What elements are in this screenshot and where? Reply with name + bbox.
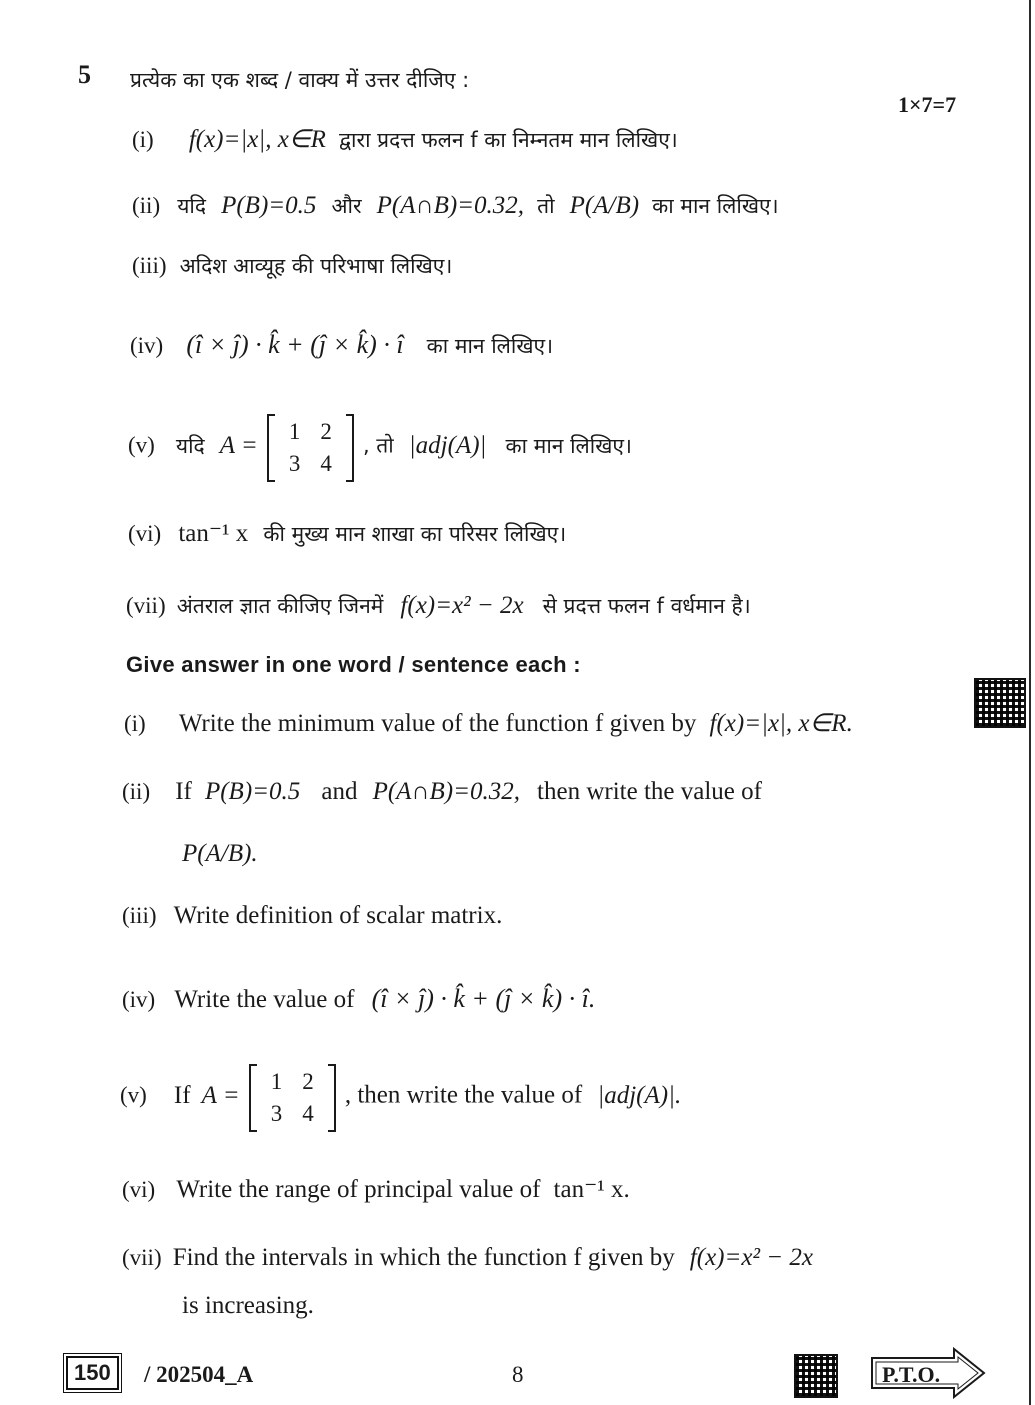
code-box: 150 bbox=[66, 1356, 119, 1390]
item-text: Write the value of bbox=[174, 986, 355, 1013]
english-item-2-continuation: P(A/B). bbox=[182, 840, 258, 867]
page-edge bbox=[1029, 0, 1031, 1405]
item-math: f(x)=x² − 2x bbox=[400, 592, 524, 619]
item-mid-2: तो bbox=[537, 194, 555, 218]
item-label: (vii) bbox=[126, 593, 166, 618]
item-math-2: |adj(A)| bbox=[408, 431, 487, 459]
item-pre: यदि bbox=[177, 194, 206, 218]
hindi-item-4 bbox=[130, 330, 553, 360]
hindi-item-5 bbox=[128, 414, 632, 482]
item-math: f(x)=x² − 2x bbox=[689, 1244, 813, 1271]
item-text: Find the intervals in which the function f given by bbox=[172, 1244, 675, 1271]
matrix-a bbox=[249, 1064, 336, 1132]
item-label: (iii) bbox=[122, 903, 157, 928]
english-item-3 bbox=[122, 902, 502, 930]
item-math-2: P(A∩B)=0.32, bbox=[376, 192, 525, 219]
item-math: A = bbox=[219, 431, 258, 459]
matrix-cell: 4 bbox=[320, 451, 332, 476]
english-item-5 bbox=[120, 1064, 681, 1132]
item-label: (vii) bbox=[122, 1245, 162, 1270]
item-text: की मुख्य मान शाखा का परिसर लिखिए। bbox=[263, 522, 567, 546]
item-math-1: P(B)=0.5 bbox=[204, 778, 301, 805]
hindi-heading: प्रत्येक का एक शब्द / वाक्य में उत्तर दीजिए : bbox=[130, 68, 470, 92]
item-label: (i) bbox=[124, 711, 146, 736]
qr-code-icon bbox=[974, 678, 1026, 728]
matrix-cell: 1 bbox=[270, 1069, 283, 1094]
item-math: f(x)=|x|, x∈R bbox=[188, 126, 326, 153]
item-label: (ii) bbox=[122, 779, 151, 804]
page-number: 8 bbox=[512, 1362, 524, 1387]
item-label: (iv) bbox=[122, 987, 156, 1012]
hindi-item-2 bbox=[132, 192, 779, 220]
pto-label: P.T.O. bbox=[882, 1362, 941, 1387]
english-item-4 bbox=[122, 984, 595, 1014]
item-text: , then write the value of bbox=[344, 1081, 583, 1109]
item-mid: और bbox=[331, 194, 362, 218]
item-mid: , तो bbox=[362, 433, 394, 458]
matrix-cell: 1 bbox=[288, 419, 301, 444]
item-math: A = bbox=[201, 1081, 240, 1109]
item-label: (ii) bbox=[132, 193, 161, 218]
item-math-3: P(A/B) bbox=[569, 192, 640, 219]
item-label: (iii) bbox=[132, 253, 167, 278]
item-math-2: P(A∩B)=0.32, bbox=[372, 778, 520, 805]
item-math: (î × ĵ) · k̂ + (ĵ × k̂) · î bbox=[186, 330, 404, 359]
matrix-cell: 3 bbox=[288, 451, 301, 476]
item-label: (vi) bbox=[122, 1177, 156, 1202]
item-label: (i) bbox=[132, 127, 154, 152]
question-number: 5 bbox=[78, 60, 91, 89]
item-text: Write the range of principal value of bbox=[176, 1176, 541, 1203]
item-math: f(x)=|x|, x∈R. bbox=[709, 710, 853, 737]
item-text: का मान लिखिए। bbox=[426, 334, 554, 358]
hindi-item-1 bbox=[132, 124, 678, 154]
item-math-2: |adj(A)|. bbox=[597, 1081, 682, 1109]
english-item-7 bbox=[122, 1244, 813, 1272]
matrix-cell: 2 bbox=[302, 1069, 314, 1094]
item-math-1: P(B)=0.5 bbox=[221, 192, 317, 219]
item-text: Write the minimum value of the function f given by bbox=[178, 710, 697, 737]
item-pre: अंतराल ज्ञात कीजिए जिनमें bbox=[176, 594, 384, 618]
item-text: द्वारा प्रदत्त फलन f का निम्नतम मान लिखिए। bbox=[338, 128, 678, 152]
item-pre: यदि bbox=[175, 433, 205, 458]
marks-allocation: 1×7=7 bbox=[898, 92, 957, 117]
hindi-item-3 bbox=[132, 252, 452, 280]
item-text: Write definition of scalar matrix. bbox=[173, 902, 503, 929]
item-label: (vi) bbox=[128, 521, 162, 546]
matrix-cell: 4 bbox=[302, 1101, 314, 1126]
item-math: tan⁻¹ x bbox=[178, 520, 249, 547]
matrix-a bbox=[267, 414, 354, 482]
hindi-item-7 bbox=[126, 592, 751, 620]
matrix-cell: 3 bbox=[270, 1101, 283, 1126]
item-math: (î × ĵ) · k̂ + (ĵ × k̂) · î. bbox=[371, 984, 596, 1013]
hindi-item-6 bbox=[128, 518, 566, 548]
english-item-2 bbox=[122, 778, 762, 806]
item-mid: and bbox=[321, 778, 358, 805]
english-item-1 bbox=[124, 708, 853, 738]
item-math: tan⁻¹ x. bbox=[553, 1176, 630, 1203]
item-text: का मान लिखिए। bbox=[505, 433, 632, 458]
item-pre: If bbox=[175, 778, 192, 805]
english-item-6 bbox=[122, 1174, 630, 1204]
item-text: अदिश आव्यूह की परिभाषा लिखिए। bbox=[179, 254, 453, 278]
item-label: (v) bbox=[128, 432, 155, 458]
item-pre: If bbox=[173, 1081, 191, 1109]
paper-code: / 202504_A bbox=[144, 1362, 254, 1387]
item-text: का मान लिखिए। bbox=[652, 194, 779, 218]
item-label: (v) bbox=[120, 1082, 147, 1108]
matrix-cell: 2 bbox=[320, 419, 332, 444]
item-label: (iv) bbox=[130, 333, 164, 358]
item-text: then write the value of bbox=[537, 778, 762, 805]
english-item-7-continuation: is increasing. bbox=[182, 1292, 314, 1319]
item-text: से प्रदत्त फलन f वर्धमान है। bbox=[542, 594, 751, 618]
english-heading: Give answer in one word / sentence each : bbox=[126, 652, 581, 677]
qr-code-icon bbox=[794, 1354, 838, 1398]
